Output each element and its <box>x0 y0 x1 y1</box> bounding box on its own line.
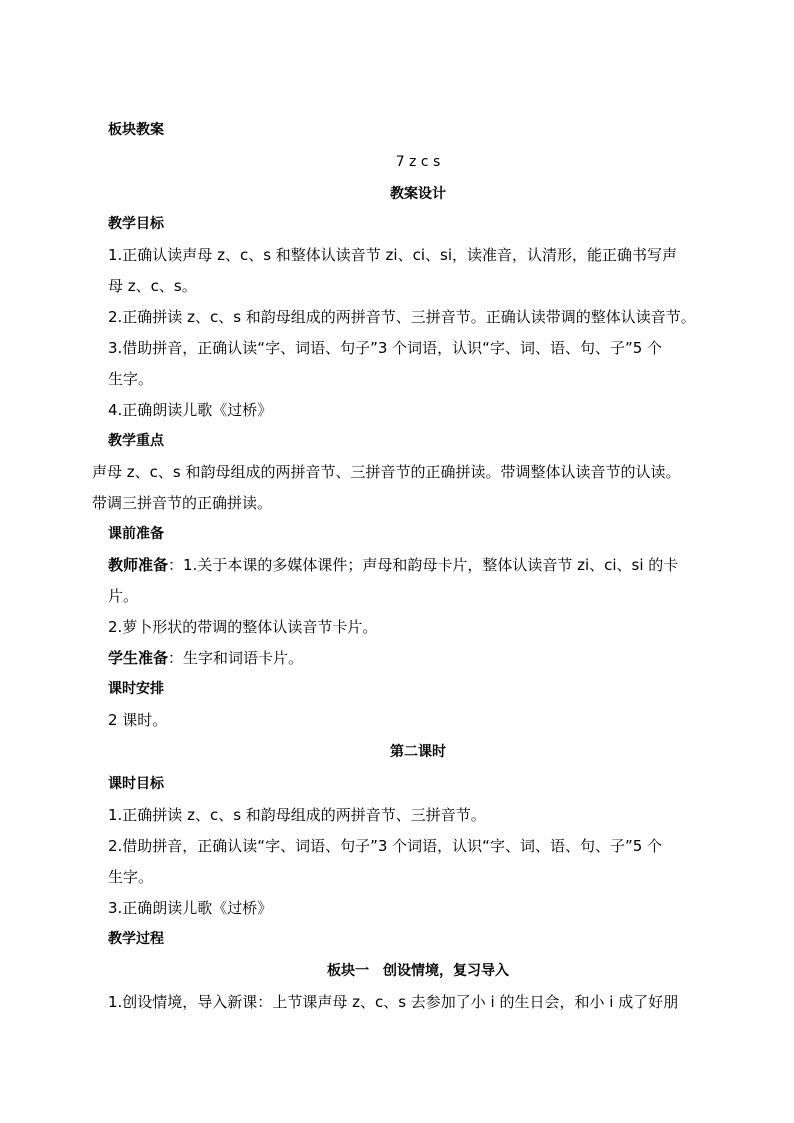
key-heading: 教学重点 <box>108 433 164 449</box>
key-line-1: 声母 z、c、s 和韵母组成的两拼音节、三拼音节的正确拼读。带调整体认读音节的认读。 <box>92 463 681 481</box>
paragraph-1-line-1: 1.创设情境，导入新课：上节课声母 z、c、s 去参加了小 i 的生日会，和小 i 成了好朋 <box>108 993 679 1011</box>
schedule-text: 2 课时。 <box>108 711 168 729</box>
goal-3-line-2: 生字。 <box>108 370 154 388</box>
student-prep-text: ：生字和词语卡片。 <box>168 649 304 667</box>
schedule-heading: 课时安排 <box>108 681 164 697</box>
goal-1-line-2: 母 z、c、s。 <box>108 277 197 295</box>
lesson-goal-3: 3.正确朗读儿歌《过桥》 <box>108 899 273 917</box>
teacher-prep-line-2: 片。 <box>108 587 139 605</box>
process-heading: 教学过程 <box>108 931 164 947</box>
design-heading: 教案设计 <box>390 186 446 202</box>
goal-1-line-1: 1.正确认读声母 z、c、s 和整体认读音节 zi、ci、si，读准音，认清形，能正确书写声 <box>108 246 677 264</box>
goal-4: 4.正确朗读儿歌《过桥》 <box>108 401 273 419</box>
teacher-prep-line-1 <box>108 555 728 575</box>
goals-heading: 教学目标 <box>108 216 164 232</box>
lesson-goal-2-line-2: 生字。 <box>108 868 154 886</box>
key-line-2: 带调三拼音节的正确拼读。 <box>92 494 273 512</box>
lesson-goals-heading: 课时目标 <box>108 776 164 792</box>
teacher-prep-label: 教师准备 <box>108 556 169 574</box>
block-1-heading: 板块一 创设情境，复习导入 <box>327 963 509 979</box>
lesson-goal-1: 1.正确拼读 z、c、s 和韵母组成的两拼音节、三拼音节。 <box>108 806 486 824</box>
student-prep-label: 学生准备 <box>108 649 169 667</box>
second-lesson-heading: 第二课时 <box>390 744 446 760</box>
lesson-goal-2-line-1: 2.借助拼音，正确认读“字、词语、句子”3 个词语，认识“字、词、语、句、子”5 个 <box>108 837 663 855</box>
goal-3-line-1: 3.借助拼音，正确认读“字、词语、句子”3 个词语，认识“字、词、语、句、子”5 个 <box>108 339 663 357</box>
goal-2: 2.正确拼读 z、c、s 和韵母组成的两拼音节、三拼音节。正确认读带调的整体认读音节。 <box>108 308 696 326</box>
teacher-prep-text: ：1.关于本课的多媒体课件；声母和韵母卡片，整体认读音节 zi、ci、si 的卡 <box>168 556 679 574</box>
lesson-title: 7 z c s <box>395 154 441 170</box>
header-label: 板块教案 <box>108 122 164 138</box>
teacher-prep-item-2: 2.萝卜形状的带调的整体认读音节卡片。 <box>108 618 378 636</box>
student-prep-line <box>108 648 728 668</box>
prep-heading: 课前准备 <box>108 526 164 542</box>
